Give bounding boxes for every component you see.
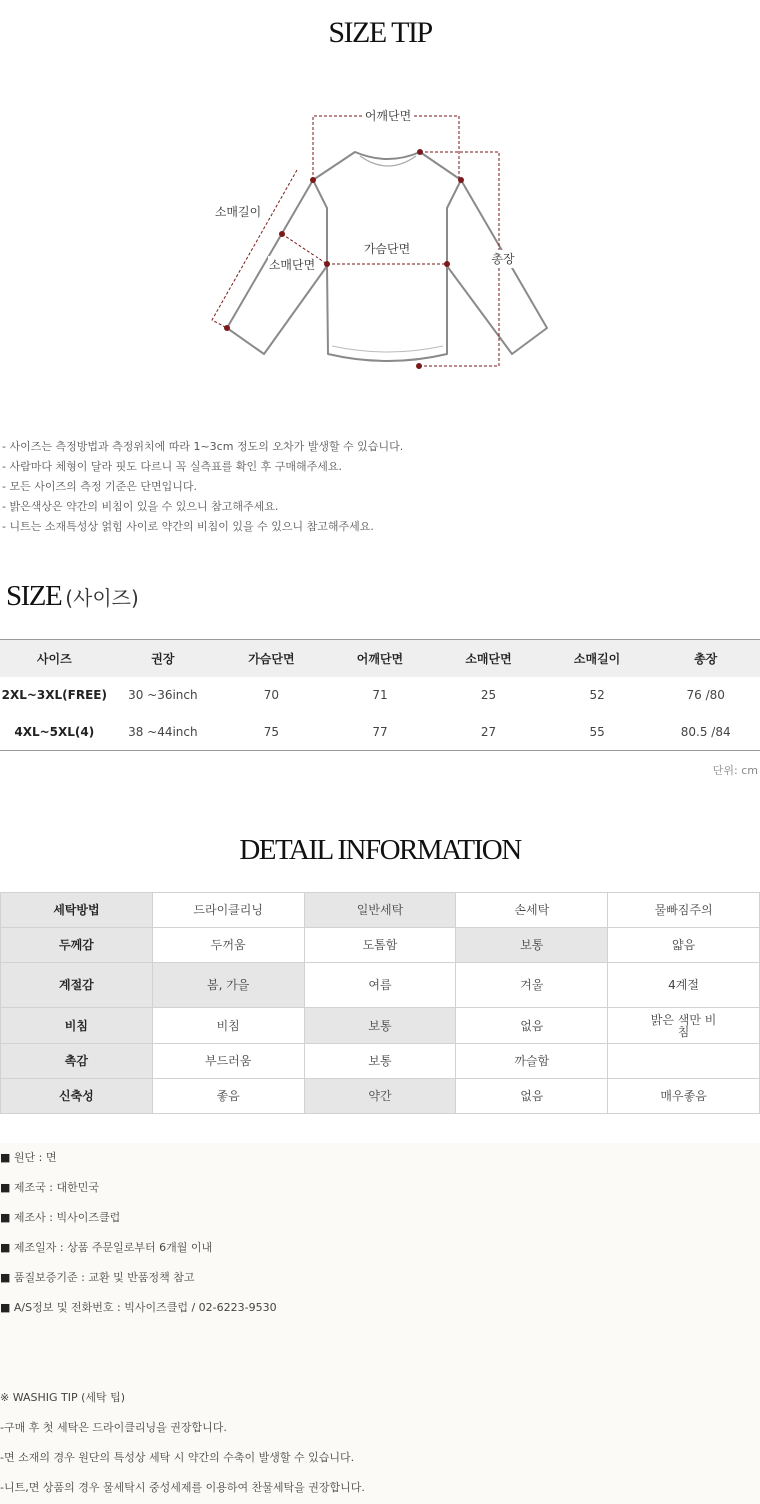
detail-option: 비침 [152, 1008, 304, 1044]
table-row [0, 714, 760, 751]
info-item [0, 1271, 194, 1285]
sleeve-length-label: 소매길이 [214, 205, 262, 219]
washing-tip: -면 소재의 경우 원단의 특성상 세탁 시 약간의 수축이 발생할 수 있습니다. [0, 1451, 355, 1464]
detail-option: 보통 [456, 928, 608, 963]
detail-option: 매우좋음 [608, 1079, 760, 1114]
info-text: 원단 : 면 [13, 1151, 57, 1164]
shoulder-cell: 77 [372, 724, 388, 739]
info-text: 품질보증기준 : 교환 및 반품정책 참고 [13, 1271, 195, 1284]
detail-table [0, 892, 760, 1114]
sleeve-length-cell: 52 [589, 688, 605, 702]
detail-option: 약간 [304, 1079, 456, 1114]
detail-option: 부드러움 [152, 1044, 304, 1079]
detail-option: 없음 [456, 1008, 608, 1044]
recommended-cell: 38 ~44inch [128, 724, 198, 739]
size-table [0, 639, 760, 751]
chest-label: 가슴단면 [363, 242, 411, 256]
info-text: 제조일자 : 상품 주문일로부터 6개월 이내 [13, 1241, 213, 1254]
total-length-cell: 80.5 /84 [680, 724, 731, 739]
detail-row-label: 촉감 [1, 1044, 153, 1079]
detail-option: 좋음 [152, 1079, 304, 1114]
sleeve-width-cell: 25 [480, 688, 497, 702]
column-header: 권장 [109, 640, 218, 677]
detail-option: 4계절 [608, 963, 760, 1008]
total-length-label: 총장 [491, 252, 515, 266]
size-note: - 밝은색상은 약간의 비침이 있을 수 있으니 참고해주세요. [2, 500, 279, 513]
square-bullet-icon: ■ [0, 1271, 11, 1284]
detail-row-label: 비침 [1, 1008, 153, 1044]
sleeve-width-label: 소매단면 [268, 258, 316, 272]
column-header: 어깨단면 [326, 640, 435, 677]
size-note: - 모든 사이즈의 측정 기준은 단면입니다. [2, 480, 197, 493]
sleeve-width-cell: 27 [480, 724, 497, 739]
size-subtitle: (사이즈) [65, 586, 139, 610]
detail-row-label: 신축성 [1, 1079, 153, 1114]
square-bullet-icon: ■ [0, 1301, 11, 1314]
detail-row-washing [1, 893, 760, 928]
chest-cell: 70 [263, 688, 280, 702]
detail-option: 여름 [304, 963, 456, 1008]
info-item [0, 1211, 120, 1225]
square-bullet-icon: ■ [0, 1241, 11, 1254]
column-header: 소매단면 [434, 640, 543, 677]
detail-option: 겨울 [456, 963, 608, 1008]
size-heading [6, 580, 139, 613]
size-cell: 2XL~3XL(FREE) [1, 688, 107, 702]
detail-option: 보통 [304, 1044, 456, 1079]
size-tip-title: SIZE TIP [328, 16, 432, 49]
info-text: 제조사 : 빅사이즈클럽 [13, 1211, 121, 1224]
detail-option: 일반세탁 [304, 893, 456, 928]
detail-row-thickness [1, 928, 760, 963]
detail-row-label: 두께감 [1, 928, 153, 963]
detail-option [608, 1044, 760, 1079]
sleeve-length-cell: 55 [589, 724, 605, 739]
table-row [0, 677, 760, 714]
detail-row-label: 계절감 [1, 963, 153, 1008]
detail-title: DETAIL INFORMATION [239, 834, 521, 866]
shoulder-cell: 71 [372, 688, 388, 702]
washing-tip-title: ※ WASHIG TIP (세탁 팁) [0, 1391, 126, 1404]
size-note: - 사람마다 체형이 달라 핏도 다르니 꼭 실측표를 확인 후 구매해주세요. [2, 460, 342, 473]
detail-option: 손세탁 [456, 893, 608, 928]
washing-tip: -니트,면 상품의 경우 물세탁시 중성세제를 이용하여 찬물세탁을 권장합니다. [0, 1481, 365, 1494]
info-item [0, 1151, 56, 1165]
square-bullet-icon: ■ [0, 1181, 11, 1194]
unit-label: 단위: cm [712, 764, 758, 777]
detail-option: 봄, 가을 [152, 963, 304, 1008]
size-title: SIZE [6, 580, 62, 612]
size-table-header [0, 640, 760, 677]
info-text: 제조국 : 대한민국 [13, 1181, 99, 1194]
column-header: 총장 [651, 640, 760, 677]
recommended-cell: 30 ~36inch [128, 688, 198, 702]
product-info-box [0, 1143, 760, 1504]
info-text: A/S정보 및 전화번호 : 빅사이즈클럽 / 02-6223-9530 [13, 1301, 277, 1314]
detail-option: 얇음 [608, 928, 760, 963]
detail-option: 물빠짐주의 [608, 893, 760, 928]
info-item [0, 1241, 212, 1255]
info-item [0, 1301, 277, 1315]
size-notes [2, 437, 742, 537]
detail-option: 없음 [456, 1079, 608, 1114]
detail-option: 보통 [304, 1008, 456, 1044]
column-header: 가슴단면 [217, 640, 326, 677]
shoulder-label: 어깨단면 [364, 109, 412, 123]
chest-cell: 75 [263, 724, 280, 739]
detail-row-season [1, 963, 760, 1008]
square-bullet-icon: ■ [0, 1211, 11, 1224]
garment-measure-diagram [200, 100, 560, 380]
detail-option: 까슬함 [456, 1044, 608, 1079]
square-bullet-icon: ■ [0, 1151, 11, 1164]
detail-row-label: 세탁방법 [1, 893, 153, 928]
washing-tip: -구매 후 첫 세탁은 드라이클리닝을 권장합니다. [0, 1421, 227, 1434]
detail-option: 밝은 색만 비침 [608, 1008, 760, 1044]
column-header: 사이즈 [0, 640, 109, 677]
column-header: 소매길이 [543, 640, 652, 677]
detail-row-stretch [1, 1079, 760, 1114]
detail-option: 두꺼움 [152, 928, 304, 963]
size-cell: 4XL~5XL(4) [14, 724, 95, 739]
detail-row-sheerness [1, 1008, 760, 1044]
info-item [0, 1181, 99, 1195]
total-length-cell: 76 /80 [686, 688, 725, 702]
detail-row-texture [1, 1044, 760, 1079]
size-note: - 사이즈는 측정방법과 측정위치에 따라 1~3cm 정도의 오차가 발생할 수 있습니다. [2, 440, 404, 453]
detail-option: 드라이클리닝 [152, 893, 304, 928]
size-note: - 니트는 소재특성상 얽힘 사이로 약간의 비침이 있을 수 있으니 참고해주세요. [2, 520, 374, 533]
detail-option: 도톰함 [304, 928, 456, 963]
